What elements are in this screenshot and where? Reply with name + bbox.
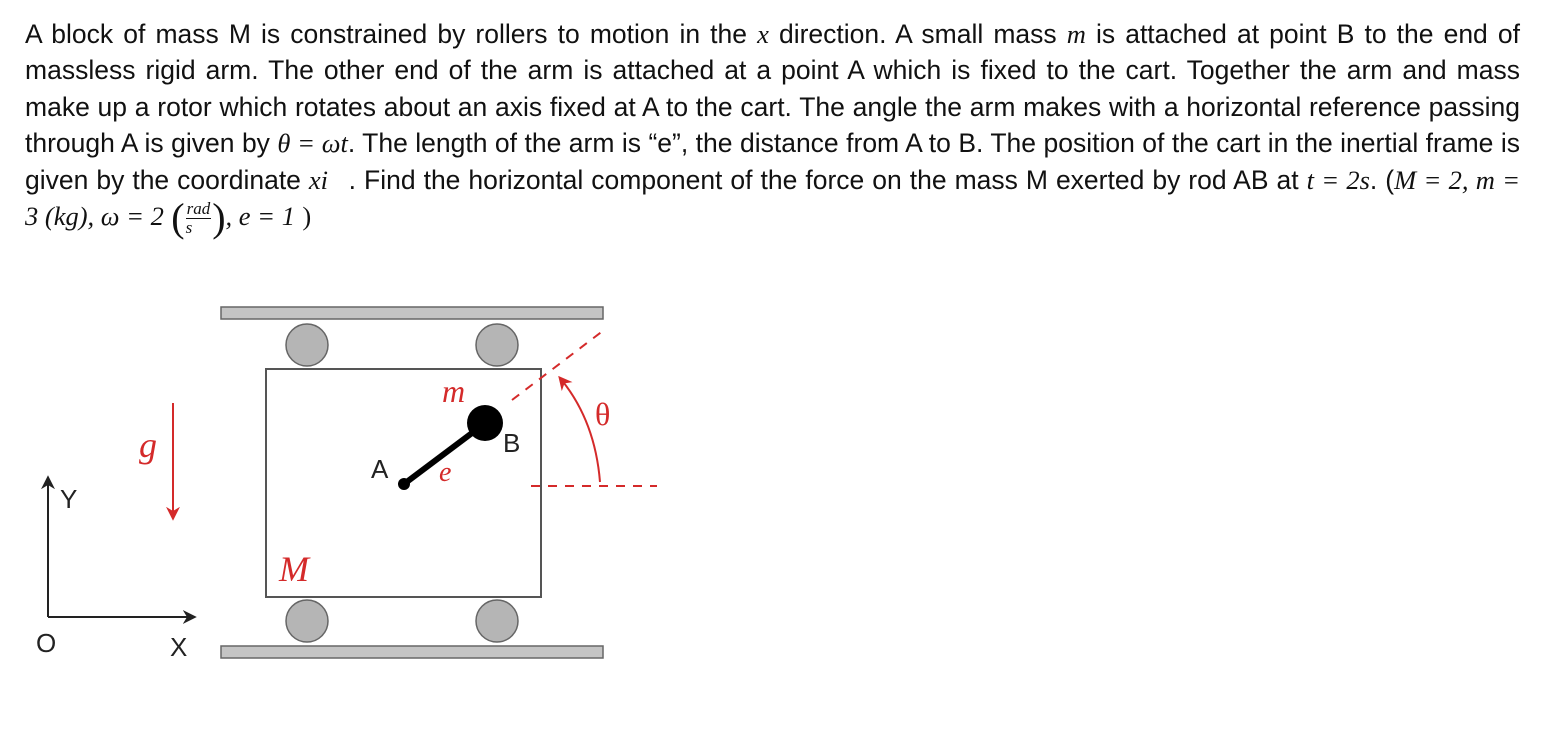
close-paren: )	[212, 195, 226, 241]
theta-arc	[560, 378, 600, 482]
text-segment-3: is attached at point B to the end of massless rigid arm. The other end of the arm is attached at a point A which is fixed to the cart. Together the arm and mass make up a rotor which rotates about an axis fixed at A to the cart. The angle the arm makes with a horizontal reference passing through A is given by	[25, 19, 1520, 159]
theta-equation: θ = ωt	[277, 128, 348, 159]
point-a-label: A	[371, 454, 389, 484]
open-paren: (	[171, 195, 185, 241]
text-segment-7: )	[302, 201, 312, 232]
text-segment-5: . Find the horizontal component of the force on the mass M exerted by rod AB at	[348, 164, 1307, 195]
text-segment-2: direction. A small mass	[768, 19, 1067, 49]
origin-label: O	[36, 628, 57, 658]
var-x: x	[757, 19, 769, 49]
arm-length-equation: , e = 1	[225, 201, 295, 232]
top-rail	[221, 307, 603, 319]
theta-label: θ	[595, 396, 611, 432]
unit-numerator: rad	[186, 198, 211, 218]
parameter-list: M = 2, m = 3 (kg), ω = 2	[25, 164, 1520, 232]
gravity-label: g	[139, 425, 157, 465]
rotor-mass	[467, 405, 503, 441]
roller-bottom-left	[286, 600, 328, 642]
roller-top-right	[476, 324, 518, 366]
text-segment-4: . The length of the arm is “e”, the distance from A to B. The position of the cart in the inertial frame is given by the coordinate	[25, 128, 1520, 195]
roller-bottom-right	[476, 600, 518, 642]
var-xi: xi⃗	[308, 164, 349, 195]
bottom-rail	[221, 646, 603, 658]
point-b-label: B	[503, 428, 521, 458]
text-segment-6: . (	[1369, 164, 1395, 195]
y-axis-label: Y	[60, 484, 78, 514]
unit-denominator: s	[185, 217, 193, 237]
roller-top-left	[286, 324, 328, 366]
time-equation: t = 2s	[1306, 164, 1370, 195]
var-m: m	[1066, 19, 1086, 49]
pivot-a	[398, 478, 410, 490]
block-mass-label: M	[279, 549, 309, 589]
arm-length-label: e	[439, 457, 452, 488]
small-mass-label: m	[442, 373, 466, 409]
x-axis-label: X	[170, 632, 188, 662]
rotor-axis-dashed-line	[512, 330, 604, 400]
text-segment-1: A block of mass M is constrained by rollers to motion in the	[25, 19, 758, 49]
